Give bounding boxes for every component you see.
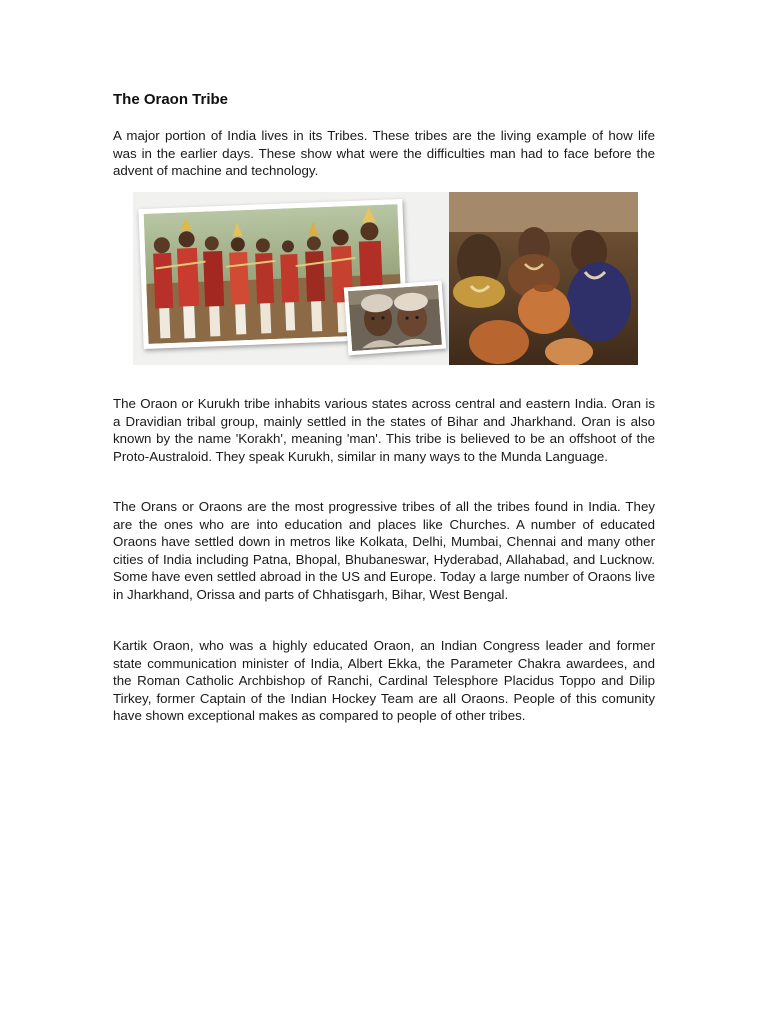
photo-collage bbox=[133, 192, 638, 365]
body-paragraph: The Orans or Oraons are the most progressive tribes of all the tribes found in India. They are the ones who are into education and places like Churches. A number of educated Oraons have settled down in metros like Kolkata, Delhi, Mumbai, Chennai and many other cities of India including Patna, Bhopal, Bhubaneswar, Hyderabad, Allahabad, and Lucknow. Some have even settled abroad in the US and Europe. Today a large number of Oraons live in Jharkhand, Orissa and parts of Chhatisgarh, Bihar, West Bengal. bbox=[113, 499, 655, 602]
tribal-market-photo bbox=[449, 192, 638, 365]
intro-paragraph: A major portion of India lives in its Tribes. These tribes are the living example of how life was in the earlier days. These show what were the difficulties man had to face before the advent of machine and technology. bbox=[113, 128, 655, 178]
document-title: The Oraon Tribe bbox=[113, 91, 229, 108]
tribal-portrait-photo bbox=[344, 281, 447, 356]
body-paragraph: Kartik Oraon, who was a highly educated Oraon, an Indian Congress leader and former state communication minister of India, Albert Ekka, the Parameter Chakra awardees, and the Roman Catholic Archbishop of Ranchi, Cardinal Telesphore Placidus Toppo and Dilip Tirkey, former Captain of the Indian Hockey Team are all Oraons. People of this comunity have shown exceptional makes as compared to people of other tribes. bbox=[113, 638, 655, 723]
body-paragraph: The Oraon or Kurukh tribe inhabits various states across central and eastern India. Oran is a Dravidian tribal group, mainly settled in the states of Bihar and Jharkhand. Oran is also known by the name 'Korakh', meaning 'man'. This tribe is believed to be an offshoot of the Proto-Australoid. They speak Kurukh, similar in many ways to the Munda Language. bbox=[113, 396, 655, 464]
